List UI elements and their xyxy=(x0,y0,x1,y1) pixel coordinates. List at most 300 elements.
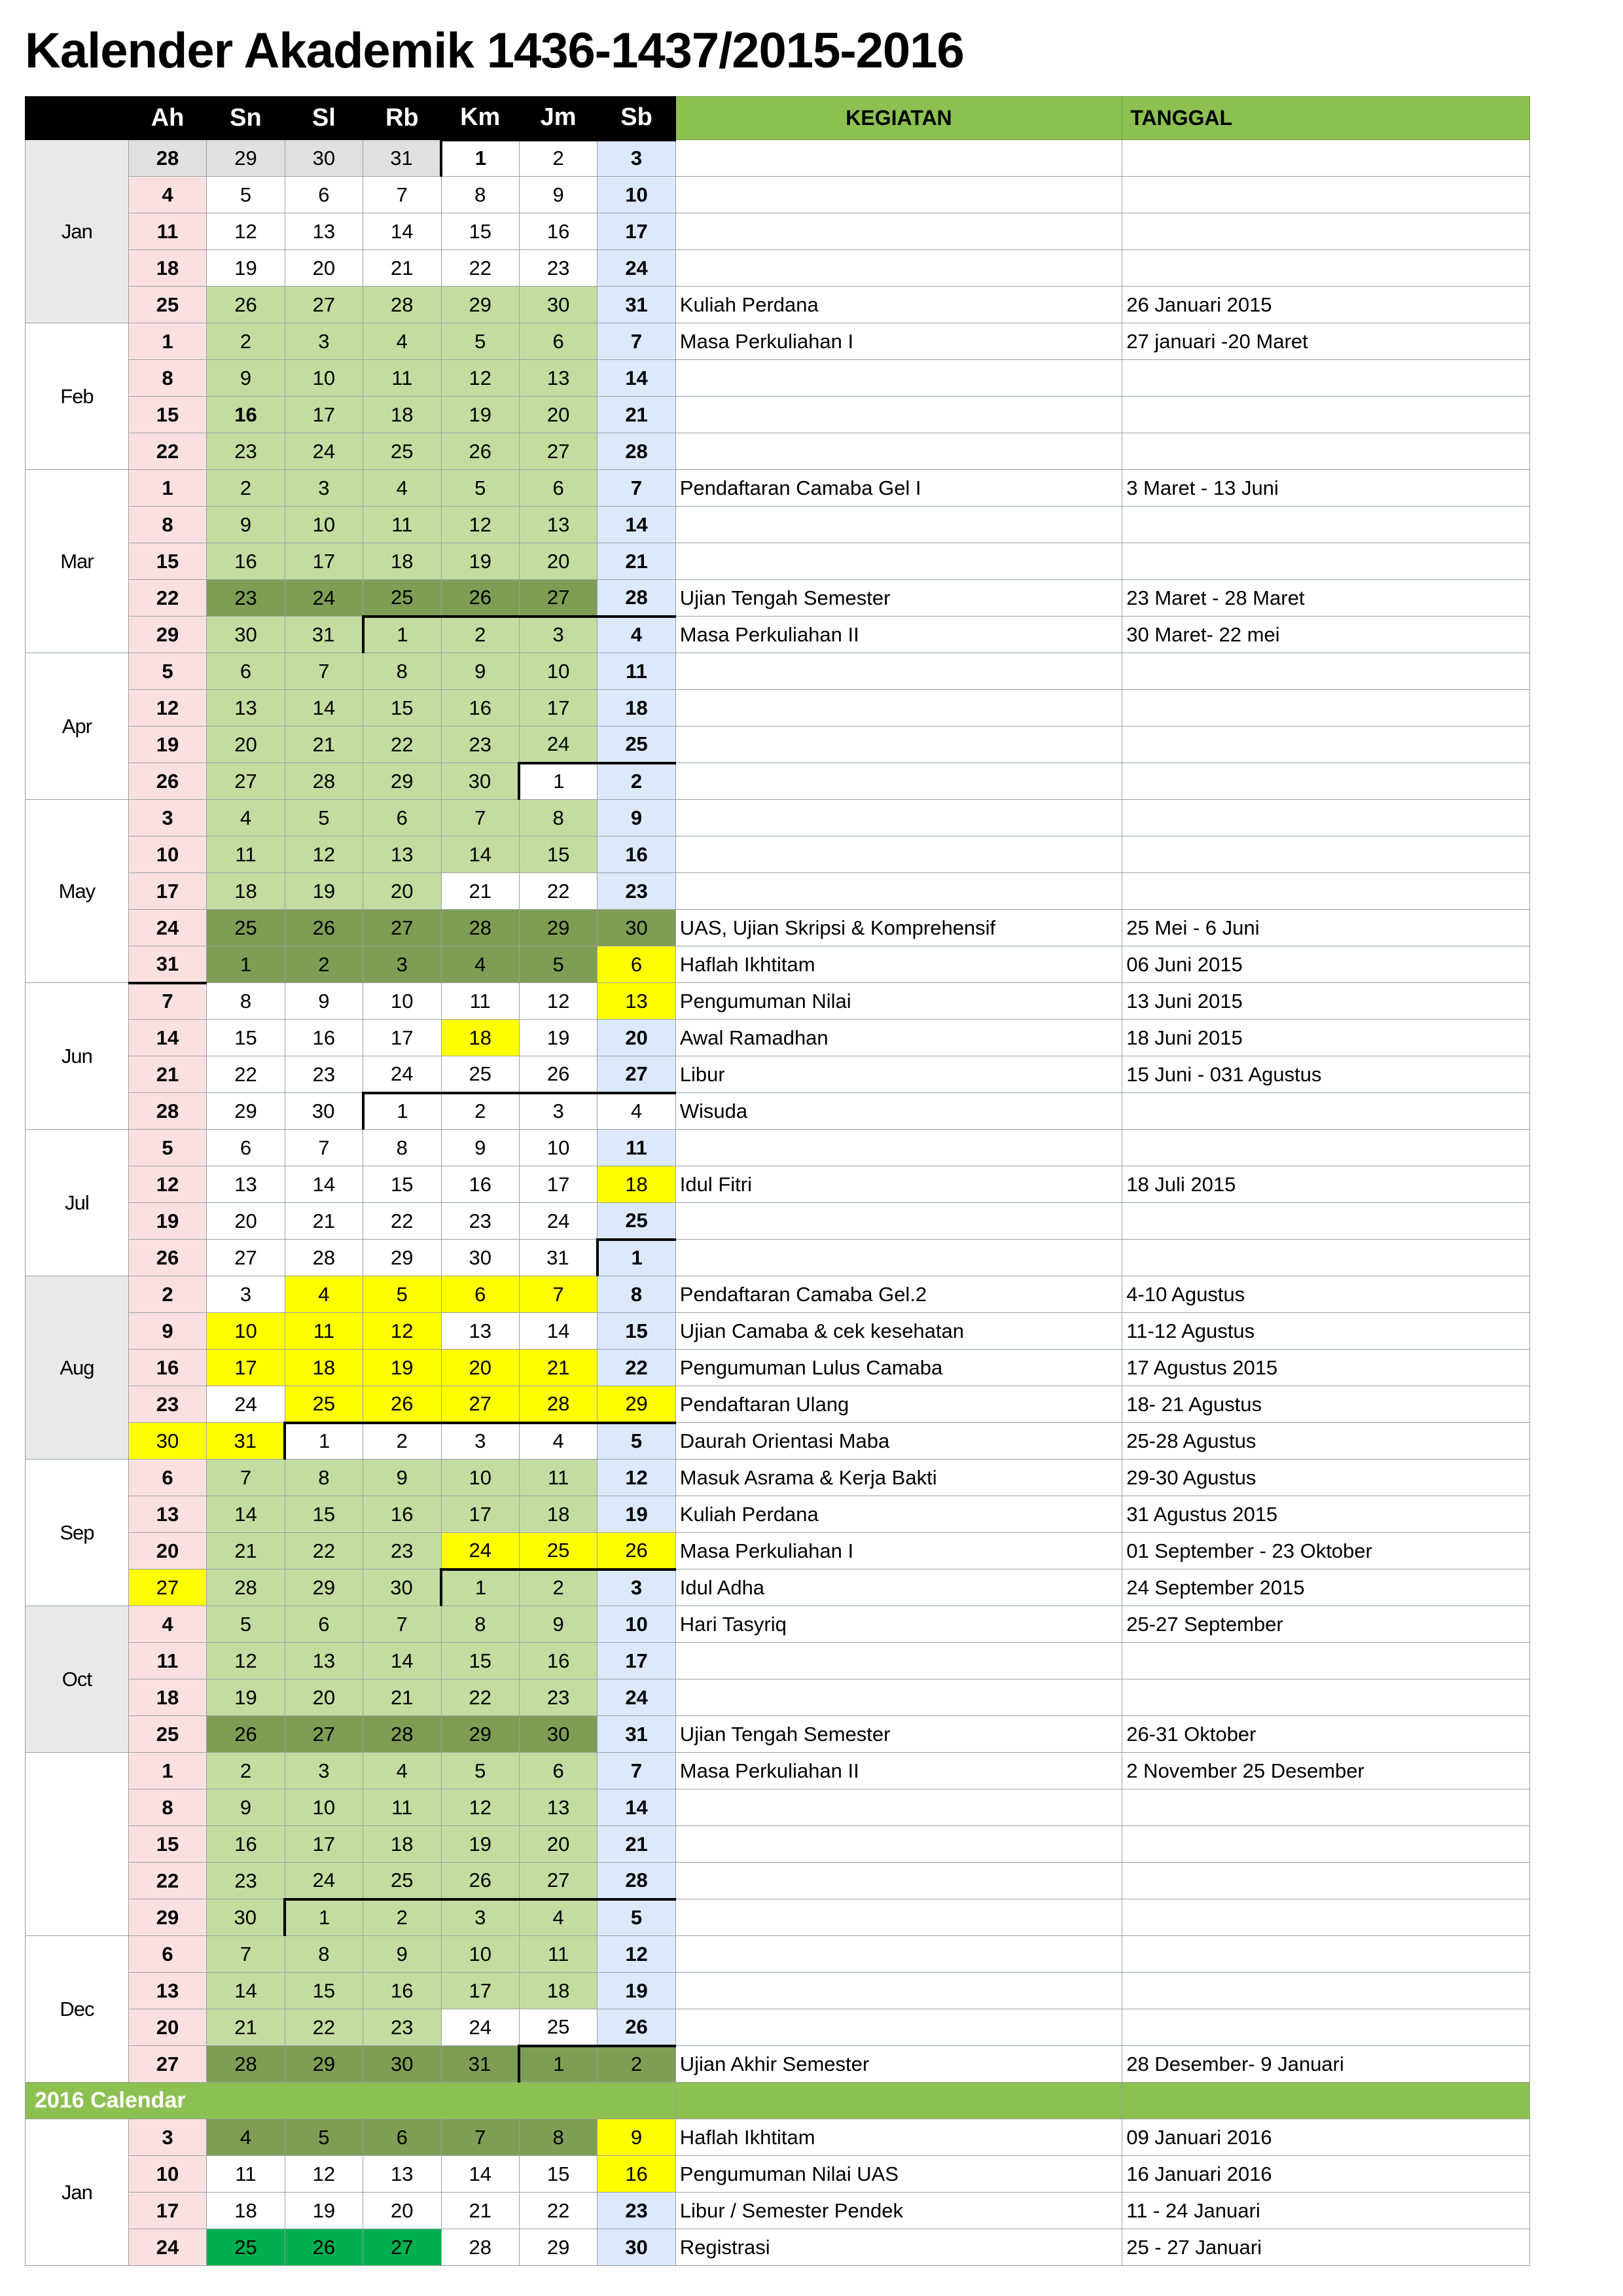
date-cell: 27 xyxy=(207,763,285,800)
date-cell: 30 xyxy=(285,140,363,177)
date-cell: 2 xyxy=(441,617,519,653)
date-cell: 5 xyxy=(207,177,285,213)
date-cell: 7 xyxy=(285,1130,363,1166)
table-row xyxy=(26,653,1530,690)
date-cell: 1 xyxy=(128,1753,206,1789)
date-cell: 16 xyxy=(207,543,285,580)
table-row xyxy=(26,1240,1530,1276)
table-row xyxy=(26,1350,1530,1386)
date-cell: 15 xyxy=(363,1166,441,1203)
table-row xyxy=(26,2156,1530,2193)
date-cell: 11 xyxy=(519,1936,597,1973)
date-cell: 22 xyxy=(519,873,597,910)
date-cell: 13 xyxy=(441,1313,519,1350)
tanggal-cell xyxy=(1122,397,1530,433)
date-cell: 28 xyxy=(285,763,363,800)
month-label-aug: Aug xyxy=(26,1276,129,1460)
kegiatan-cell: Libur / Semester Pendek xyxy=(675,2193,1122,2229)
date-cell: 24 xyxy=(128,910,206,946)
date-cell: 23 xyxy=(597,2193,675,2229)
date-cell: 10 xyxy=(128,836,206,873)
table-row xyxy=(26,2119,1530,2156)
date-cell: 2 xyxy=(207,470,285,507)
month-label-sep: Sep xyxy=(26,1460,129,1606)
date-cell: 2 xyxy=(363,1899,441,1936)
date-cell: 19 xyxy=(519,1020,597,1056)
date-cell: 4 xyxy=(597,1093,675,1130)
date-cell: 21 xyxy=(597,543,675,580)
date-cell: 13 xyxy=(363,836,441,873)
date-cell: 14 xyxy=(207,1496,285,1533)
date-cell: 9 xyxy=(441,653,519,690)
table-row xyxy=(26,323,1530,360)
date-cell: 12 xyxy=(519,983,597,1020)
date-cell: 2 xyxy=(441,1093,519,1130)
date-cell: 15 xyxy=(207,1020,285,1056)
date-cell: 14 xyxy=(285,1166,363,1203)
tanggal-cell xyxy=(1122,1826,1530,1863)
date-cell: 28 xyxy=(363,1716,441,1753)
kegiatan-cell: Libur xyxy=(675,1056,1122,1093)
date-cell: 14 xyxy=(519,1313,597,1350)
table-row xyxy=(26,800,1530,836)
date-cell: 24 xyxy=(207,1386,285,1423)
date-cell: 2 xyxy=(207,323,285,360)
date-cell: 27 xyxy=(128,1570,206,1606)
date-cell: 21 xyxy=(597,1826,675,1863)
date-cell: 8 xyxy=(363,653,441,690)
day-header-sb: Sb xyxy=(597,97,675,140)
tanggal-cell: 30 Maret- 22 mei xyxy=(1122,617,1530,653)
date-cell: 8 xyxy=(363,1130,441,1166)
table-row xyxy=(26,910,1530,946)
date-cell: 25 xyxy=(207,2229,285,2266)
date-cell: 7 xyxy=(128,983,206,1020)
date-cell: 24 xyxy=(519,726,597,763)
date-cell: 29 xyxy=(441,287,519,323)
date-cell: 19 xyxy=(207,1679,285,1716)
tanggal-cell xyxy=(1122,1130,1530,1166)
date-cell: 4 xyxy=(363,1753,441,1789)
date-cell: 31 xyxy=(441,2046,519,2083)
date-cell: 27 xyxy=(285,1716,363,1753)
tanggal-cell xyxy=(1122,140,1530,177)
date-cell: 31 xyxy=(519,1240,597,1276)
date-cell: 13 xyxy=(597,983,675,1020)
table-row xyxy=(26,1863,1530,1899)
date-cell: 19 xyxy=(597,1496,675,1533)
date-cell: 5 xyxy=(597,1899,675,1936)
date-cell: 29 xyxy=(519,910,597,946)
date-cell: 22 xyxy=(128,433,206,470)
date-cell: 8 xyxy=(285,1936,363,1973)
date-cell: 15 xyxy=(285,1973,363,2009)
date-cell: 15 xyxy=(597,1313,675,1350)
date-cell: 26 xyxy=(128,1240,206,1276)
tanggal-cell: 18 Juni 2015 xyxy=(1122,1020,1530,1056)
date-cell: 22 xyxy=(363,1203,441,1240)
date-cell: 1 xyxy=(207,946,285,983)
date-cell: 9 xyxy=(519,1606,597,1643)
table-row xyxy=(26,397,1530,433)
date-cell: 29 xyxy=(285,2046,363,2083)
table-row xyxy=(26,836,1530,873)
date-cell: 26 xyxy=(441,1863,519,1899)
month-label-jan: Jan xyxy=(26,140,129,323)
date-cell: 5 xyxy=(128,1130,206,1166)
tanggal-cell xyxy=(1122,507,1530,543)
table-row xyxy=(26,1313,1530,1350)
month-label-dec: Dec xyxy=(26,1936,129,2083)
kegiatan-cell xyxy=(675,690,1122,726)
kegiatan-cell xyxy=(675,836,1122,873)
date-cell: 1 xyxy=(441,1570,519,1606)
date-cell: 22 xyxy=(363,726,441,763)
kegiatan-cell xyxy=(675,2009,1122,2046)
tanggal-cell xyxy=(1122,2009,1530,2046)
date-cell: 12 xyxy=(285,2156,363,2193)
date-cell: 9 xyxy=(128,1313,206,1350)
kegiatan-cell xyxy=(675,140,1122,177)
date-cell: 5 xyxy=(128,653,206,690)
tanggal-cell: 25 - 27 Januari xyxy=(1122,2229,1530,2266)
corner-cell xyxy=(26,97,129,140)
tanggal-cell xyxy=(1122,763,1530,800)
date-cell: 22 xyxy=(285,2009,363,2046)
date-cell: 3 xyxy=(285,1753,363,1789)
kegiatan-cell xyxy=(675,873,1122,910)
date-cell: 21 xyxy=(207,1533,285,1570)
date-cell: 17 xyxy=(285,397,363,433)
tanggal-cell xyxy=(1122,543,1530,580)
date-cell: 24 xyxy=(519,1203,597,1240)
tanggal-cell: 29-30 Agustus xyxy=(1122,1460,1530,1496)
date-cell: 5 xyxy=(285,800,363,836)
table-row xyxy=(26,1386,1530,1423)
date-cell: 15 xyxy=(285,1496,363,1533)
date-cell: 21 xyxy=(441,2193,519,2229)
table-row xyxy=(26,1276,1530,1313)
table-row xyxy=(26,1166,1530,1203)
kegiatan-cell: Ujian Tengah Semester xyxy=(675,1716,1122,1753)
date-cell: 12 xyxy=(128,690,206,726)
date-cell: 23 xyxy=(519,250,597,287)
table-row xyxy=(26,580,1530,617)
date-cell: 15 xyxy=(128,543,206,580)
table-row xyxy=(26,213,1530,250)
tanggal-cell xyxy=(1122,1093,1530,1130)
date-cell: 11 xyxy=(363,507,441,543)
date-cell: 20 xyxy=(441,1350,519,1386)
kegiatan-cell xyxy=(675,1789,1122,1826)
date-cell: 24 xyxy=(597,1679,675,1716)
kegiatan-cell xyxy=(675,726,1122,763)
date-cell: 1 xyxy=(285,1423,363,1460)
date-cell: 26 xyxy=(207,287,285,323)
date-cell: 12 xyxy=(441,507,519,543)
date-cell: 10 xyxy=(363,983,441,1020)
date-cell: 5 xyxy=(285,2119,363,2156)
kegiatan-cell: Masa Perkuliahan II xyxy=(675,617,1122,653)
month-label-oct: Oct xyxy=(26,1606,129,1753)
date-cell: 14 xyxy=(597,507,675,543)
table-row xyxy=(26,360,1530,397)
date-cell: 7 xyxy=(441,800,519,836)
date-cell: 16 xyxy=(207,397,285,433)
date-cell: 17 xyxy=(519,690,597,726)
date-cell: 20 xyxy=(519,397,597,433)
date-cell: 24 xyxy=(363,1056,441,1093)
tanggal-cell: 25 Mei - 6 Juni xyxy=(1122,910,1530,946)
tanggal-cell: 25-28 Agustus xyxy=(1122,1423,1530,1460)
date-cell: 12 xyxy=(441,360,519,397)
date-cell: 14 xyxy=(363,213,441,250)
date-cell: 30 xyxy=(597,910,675,946)
tanggal-cell: 11-12 Agustus xyxy=(1122,1313,1530,1350)
table-row xyxy=(26,726,1530,763)
date-cell: 7 xyxy=(207,1936,285,1973)
tanggal-cell: 3 Maret - 13 Juni xyxy=(1122,470,1530,507)
kegiatan-cell xyxy=(675,507,1122,543)
tanggal-cell xyxy=(1122,1679,1530,1716)
table-row xyxy=(26,2193,1530,2229)
date-cell: 17 xyxy=(441,1973,519,2009)
tanggal-cell: 17 Agustus 2015 xyxy=(1122,1350,1530,1386)
date-cell: 30 xyxy=(519,1716,597,1753)
tanggal-cell: 28 Desember- 9 Januari xyxy=(1122,2046,1530,2083)
year-separator-tanggal xyxy=(1122,2083,1530,2119)
date-cell: 17 xyxy=(128,2193,206,2229)
date-cell: 16 xyxy=(597,836,675,873)
tanggal-cell xyxy=(1122,250,1530,287)
date-cell: 4 xyxy=(441,946,519,983)
date-cell: 8 xyxy=(597,1276,675,1313)
date-cell: 8 xyxy=(441,177,519,213)
day-header-jm: Jm xyxy=(519,97,597,140)
date-cell: 3 xyxy=(285,323,363,360)
year-separator-kegiatan xyxy=(675,2083,1122,2119)
day-header-sl: Sl xyxy=(285,97,363,140)
date-cell: 12 xyxy=(285,836,363,873)
date-cell: 1 xyxy=(363,617,441,653)
table-header-row xyxy=(26,97,1530,140)
date-cell: 8 xyxy=(519,800,597,836)
date-cell: 31 xyxy=(285,617,363,653)
date-cell: 22 xyxy=(597,1350,675,1386)
tanggal-cell xyxy=(1122,726,1530,763)
tanggal-cell xyxy=(1122,1936,1530,1973)
date-cell: 2 xyxy=(363,1423,441,1460)
kegiatan-cell: Awal Ramadhan xyxy=(675,1020,1122,1056)
date-cell: 5 xyxy=(207,1606,285,1643)
date-cell: 6 xyxy=(441,1276,519,1313)
date-cell: 18 xyxy=(363,397,441,433)
table-row xyxy=(26,1899,1530,1936)
tanggal-cell xyxy=(1122,1203,1530,1240)
date-cell: 23 xyxy=(128,1386,206,1423)
year-separator-row xyxy=(26,2083,1530,2119)
tanggal-header: TANGGAL xyxy=(1122,97,1530,140)
date-cell: 26 xyxy=(207,1716,285,1753)
tanggal-cell: 26-31 Oktober xyxy=(1122,1716,1530,1753)
table-row xyxy=(26,1973,1530,2009)
table-row xyxy=(26,1533,1530,1570)
date-cell: 17 xyxy=(597,1643,675,1679)
date-cell: 17 xyxy=(285,543,363,580)
date-cell: 26 xyxy=(441,580,519,617)
date-cell: 23 xyxy=(363,1533,441,1570)
date-cell: 29 xyxy=(363,1240,441,1276)
table-row xyxy=(26,1093,1530,1130)
kegiatan-cell xyxy=(675,1826,1122,1863)
date-cell: 30 xyxy=(363,1570,441,1606)
date-cell: 29 xyxy=(441,1716,519,1753)
date-cell: 11 xyxy=(597,1130,675,1166)
date-cell: 26 xyxy=(519,1056,597,1093)
table-row xyxy=(26,2046,1530,2083)
date-cell: 16 xyxy=(363,1973,441,2009)
date-cell: 27 xyxy=(128,2046,206,2083)
date-cell: 30 xyxy=(285,1093,363,1130)
kegiatan-cell: Wisuda xyxy=(675,1093,1122,1130)
date-cell: 4 xyxy=(597,617,675,653)
date-cell: 3 xyxy=(519,1093,597,1130)
date-cell: 24 xyxy=(441,2009,519,2046)
date-cell: 30 xyxy=(519,287,597,323)
date-cell: 23 xyxy=(597,873,675,910)
date-cell: 20 xyxy=(285,1679,363,1716)
date-cell: 26 xyxy=(285,910,363,946)
date-cell: 14 xyxy=(128,1020,206,1056)
year-separator-label: 2016 Calendar xyxy=(26,2083,676,2119)
date-cell: 28 xyxy=(285,1240,363,1276)
date-cell: 14 xyxy=(441,2156,519,2193)
date-cell: 31 xyxy=(597,287,675,323)
date-cell: 22 xyxy=(128,580,206,617)
date-cell: 18 xyxy=(128,250,206,287)
date-cell: 10 xyxy=(597,177,675,213)
kegiatan-cell: Haflah Ikhtitam xyxy=(675,2119,1122,2156)
date-cell: 10 xyxy=(441,1460,519,1496)
table-row xyxy=(26,1496,1530,1533)
date-cell: 12 xyxy=(207,213,285,250)
date-cell: 12 xyxy=(597,1936,675,1973)
date-cell: 13 xyxy=(207,1166,285,1203)
academic-calendar-table xyxy=(25,96,1530,2266)
table-row xyxy=(26,1789,1530,1826)
table-row xyxy=(26,177,1530,213)
kegiatan-cell xyxy=(675,1863,1122,1899)
date-cell: 1 xyxy=(597,1240,675,1276)
month-label-may: May xyxy=(26,800,129,983)
date-cell: 16 xyxy=(519,1643,597,1679)
tanggal-cell: 24 September 2015 xyxy=(1122,1570,1530,1606)
date-cell: 3 xyxy=(441,1423,519,1460)
date-cell: 23 xyxy=(207,1863,285,1899)
table-row xyxy=(26,2229,1530,2266)
date-cell: 3 xyxy=(597,140,675,177)
kegiatan-cell: Masa Perkuliahan I xyxy=(675,323,1122,360)
date-cell: 25 xyxy=(128,287,206,323)
date-cell: 1 xyxy=(128,470,206,507)
date-cell: 28 xyxy=(597,580,675,617)
date-cell: 3 xyxy=(441,1899,519,1936)
date-cell: 14 xyxy=(207,1973,285,2009)
date-cell: 21 xyxy=(441,873,519,910)
date-cell: 9 xyxy=(207,1789,285,1826)
date-cell: 1 xyxy=(363,1093,441,1130)
date-cell: 6 xyxy=(519,1753,597,1789)
date-cell: 7 xyxy=(363,1606,441,1643)
table-row xyxy=(26,1203,1530,1240)
tanggal-cell: 15 Juni - 031 Agustus xyxy=(1122,1056,1530,1093)
date-cell: 24 xyxy=(285,580,363,617)
kegiatan-cell: Idul Adha xyxy=(675,1570,1122,1606)
date-cell: 9 xyxy=(207,507,285,543)
tanggal-cell: 27 januari -20 Maret xyxy=(1122,323,1530,360)
tanggal-cell xyxy=(1122,177,1530,213)
date-cell: 29 xyxy=(128,617,206,653)
kegiatan-cell xyxy=(675,397,1122,433)
tanggal-cell xyxy=(1122,1863,1530,1899)
tanggal-cell: 09 Januari 2016 xyxy=(1122,2119,1530,2156)
table-row xyxy=(26,250,1530,287)
table-row xyxy=(26,433,1530,470)
kegiatan-cell xyxy=(675,177,1122,213)
date-cell: 22 xyxy=(441,1679,519,1716)
date-cell: 7 xyxy=(597,323,675,360)
date-cell: 7 xyxy=(207,1460,285,1496)
date-cell: 19 xyxy=(441,397,519,433)
table-row xyxy=(26,287,1530,323)
date-cell: 11 xyxy=(519,1460,597,1496)
date-cell: 10 xyxy=(128,2156,206,2193)
tanggal-cell: 11 - 24 Januari xyxy=(1122,2193,1530,2229)
date-cell: 6 xyxy=(207,1130,285,1166)
date-cell: 14 xyxy=(597,360,675,397)
date-cell: 20 xyxy=(128,2009,206,2046)
table-row xyxy=(26,690,1530,726)
date-cell: 1 xyxy=(128,323,206,360)
date-cell: 10 xyxy=(519,653,597,690)
table-row xyxy=(26,1936,1530,1973)
date-cell: 14 xyxy=(597,1789,675,1826)
date-cell: 23 xyxy=(363,2009,441,2046)
date-cell: 8 xyxy=(519,2119,597,2156)
date-cell: 16 xyxy=(128,1350,206,1386)
date-cell: 3 xyxy=(128,2119,206,2156)
table-row xyxy=(26,1130,1530,1166)
tanggal-cell: 25-27 September xyxy=(1122,1606,1530,1643)
date-cell: 19 xyxy=(285,2193,363,2229)
date-cell: 9 xyxy=(285,983,363,1020)
date-cell: 20 xyxy=(207,1203,285,1240)
date-cell: 8 xyxy=(128,360,206,397)
tanggal-cell xyxy=(1122,1789,1530,1826)
table-row xyxy=(26,1606,1530,1643)
date-cell: 12 xyxy=(597,1460,675,1496)
date-cell: 16 xyxy=(363,1496,441,1533)
date-cell: 3 xyxy=(363,946,441,983)
date-cell: 4 xyxy=(128,1606,206,1643)
date-cell: 15 xyxy=(441,213,519,250)
date-cell: 30 xyxy=(128,1423,206,1460)
kegiatan-cell: Haflah Ikhtitam xyxy=(675,946,1122,983)
date-cell: 6 xyxy=(519,470,597,507)
tanggal-cell xyxy=(1122,1973,1530,2009)
date-cell: 19 xyxy=(363,1350,441,1386)
date-cell: 18 xyxy=(441,1020,519,1056)
